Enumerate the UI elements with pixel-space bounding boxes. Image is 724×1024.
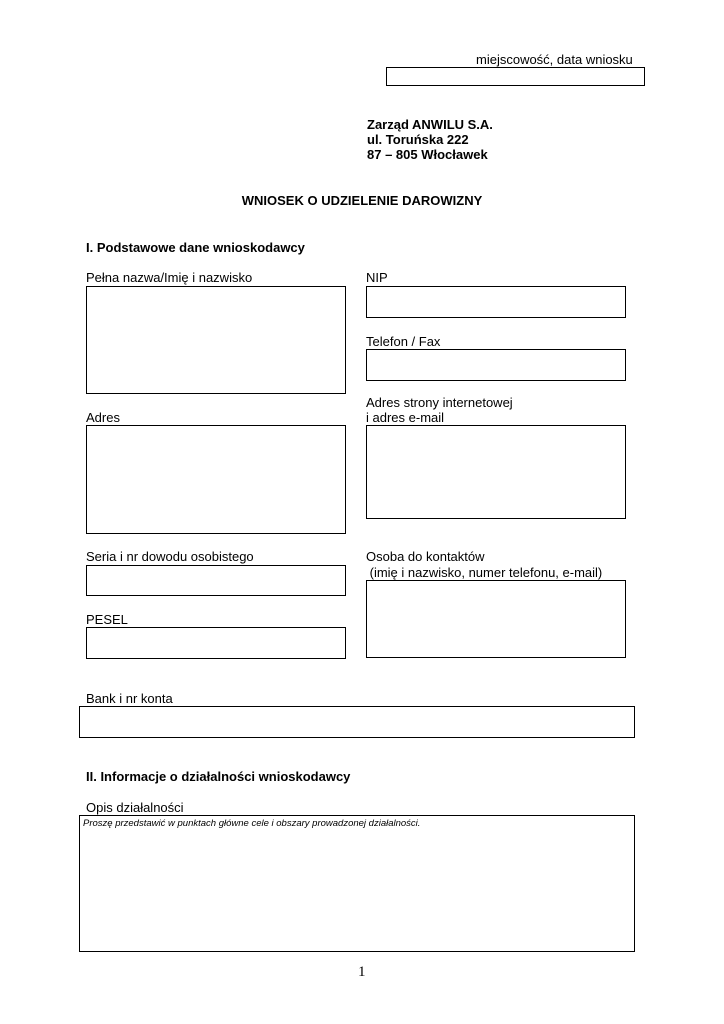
recipient-line-3: 87 – 805 Włocławek <box>367 147 488 162</box>
address-field[interactable] <box>86 425 346 534</box>
phone-fax-field[interactable] <box>366 349 626 381</box>
address-label: Adres <box>86 410 120 425</box>
bank-account-field[interactable] <box>79 706 635 738</box>
activity-hint: Proszę przedstawić w punktach główne cele i obszary prowadzonej działalności. <box>83 818 421 829</box>
activity-label: Opis działalności <box>86 800 184 815</box>
full-name-field[interactable] <box>86 286 346 394</box>
place-date-label: miejscowość, data wniosku <box>476 52 633 67</box>
phone-fax-label: Telefon / Fax <box>366 334 441 349</box>
contact-label-line-2: (imię i nazwisko, numer telefonu, e-mail) <box>366 565 603 580</box>
full-name-label: Pełna nazwa/Imię i nazwisko <box>86 270 253 285</box>
recipient-line-1: Zarząd ANWILU S.A. <box>367 117 493 132</box>
contact-label-line-1: Osoba do kontaktów <box>366 549 485 564</box>
nip-label: NIP <box>366 270 388 285</box>
id-card-label: Seria i nr dowodu osobistego <box>86 549 254 564</box>
section-1-heading: I. Podstawowe dane wnioskodawcy <box>86 240 305 255</box>
contact-person-field[interactable] <box>366 580 626 658</box>
nip-field[interactable] <box>366 286 626 318</box>
id-card-field[interactable] <box>86 565 346 596</box>
pesel-field[interactable] <box>86 627 346 659</box>
website-email-field[interactable] <box>366 425 626 519</box>
bank-label: Bank i nr konta <box>86 691 173 706</box>
website-label-line-2: i adres e-mail <box>366 410 445 425</box>
section-2-heading: II. Informacje o działalności wnioskodawcy <box>86 769 351 784</box>
activity-description-field[interactable] <box>79 815 635 952</box>
pesel-label: PESEL <box>86 612 128 627</box>
recipient-line-2: ul. Toruńska 222 <box>367 132 469 147</box>
page-number: 1 <box>358 964 366 980</box>
website-label-line-1: Adres strony internetowej <box>366 395 513 410</box>
place-date-field[interactable] <box>386 67 645 86</box>
document-title: WNIOSEK O UDZIELENIE DAROWIZNY <box>241 193 483 208</box>
